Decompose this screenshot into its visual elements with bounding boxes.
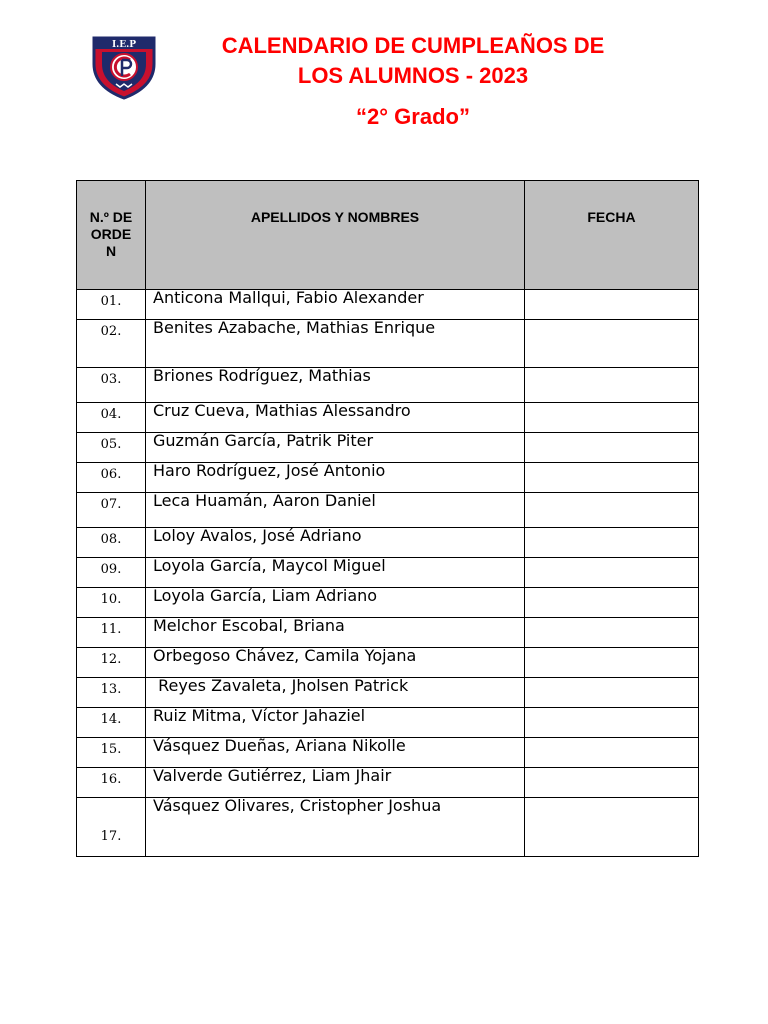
student-name: Vásquez Dueñas, Ariana Nikolle xyxy=(146,738,525,768)
row-number: 04. xyxy=(77,403,146,433)
table-row xyxy=(77,618,699,648)
student-name: Guzmán García, Patrik Piter xyxy=(146,433,525,463)
table-row xyxy=(77,558,699,588)
column-header-names: APELLIDOS Y NOMBRES xyxy=(146,181,525,290)
table-row xyxy=(77,708,699,738)
row-number: 01. xyxy=(77,290,146,320)
row-number: 10. xyxy=(77,588,146,618)
birthday-date xyxy=(525,463,699,493)
row-number: 14. xyxy=(77,708,146,738)
birthday-date xyxy=(525,290,699,320)
grade-subtitle: “2° Grado” xyxy=(356,104,470,129)
row-number: 02. xyxy=(77,320,146,368)
student-name: Reyes Zavaleta, Jholsen Patrick xyxy=(146,678,525,708)
student-name: Leca Huamán, Aaron Daniel xyxy=(146,493,525,528)
student-name: Loyola García, Maycol Miguel xyxy=(146,558,525,588)
student-name: Loyola García, Liam Adriano xyxy=(146,588,525,618)
table-row xyxy=(77,648,699,678)
row-number: 06. xyxy=(77,463,146,493)
birthday-date xyxy=(525,320,699,368)
title-line-1: CALENDARIO DE CUMPLEAÑOS DE xyxy=(221,33,605,58)
birthday-date xyxy=(525,588,699,618)
table-row xyxy=(77,463,699,493)
student-name: Loloy Avalos, José Adriano xyxy=(146,528,525,558)
birthday-date xyxy=(525,403,699,433)
table-row xyxy=(77,433,699,463)
birthday-date xyxy=(525,433,699,463)
student-name: Briones Rodríguez, Mathias xyxy=(146,368,525,403)
birthday-date xyxy=(525,493,699,528)
student-name: Anticona Mallqui, Fabio Alexander xyxy=(146,290,525,320)
row-number: 16. xyxy=(77,768,146,798)
birthday-date xyxy=(525,528,699,558)
row-number: 12. xyxy=(77,648,146,678)
student-name: Cruz Cueva, Mathias Alessandro xyxy=(146,403,525,433)
student-name: Vásquez Olivares, Cristopher Joshua xyxy=(146,798,525,857)
birthday-table xyxy=(76,180,699,857)
column-header-date: FECHA xyxy=(525,181,699,290)
birthday-date xyxy=(525,558,699,588)
birthday-date xyxy=(525,798,699,857)
row-number: 03. xyxy=(77,368,146,403)
school-crest-logo xyxy=(90,34,158,100)
row-number: 07. xyxy=(77,493,146,528)
birthday-date xyxy=(525,738,699,768)
table-row xyxy=(77,368,699,403)
student-name: Valverde Gutiérrez, Liam Jhair xyxy=(146,768,525,798)
row-number: 11. xyxy=(77,618,146,648)
document-title xyxy=(178,31,648,91)
row-number: 05. xyxy=(77,433,146,463)
table-row xyxy=(77,493,699,528)
birthday-date xyxy=(525,768,699,798)
birthday-date xyxy=(525,678,699,708)
row-number: 17. xyxy=(77,798,146,857)
svg-text:I.E.P: I.E.P xyxy=(111,40,137,50)
column-header-order: N.º DE ORDEN xyxy=(77,181,146,290)
student-name: Ruiz Mitma, Víctor Jahaziel xyxy=(146,708,525,738)
table-row xyxy=(77,768,699,798)
row-number: 08. xyxy=(77,528,146,558)
birthday-date xyxy=(525,708,699,738)
table-row xyxy=(77,290,699,320)
table-row xyxy=(77,798,699,857)
student-name: Haro Rodríguez, José Antonio xyxy=(146,463,525,493)
table-row xyxy=(77,588,699,618)
row-number: 13. xyxy=(77,678,146,708)
student-name: Orbegoso Chávez, Camila Yojana xyxy=(146,648,525,678)
table-row xyxy=(77,403,699,433)
birthday-date xyxy=(525,618,699,648)
row-number: 15. xyxy=(77,738,146,768)
table-row xyxy=(77,528,699,558)
table-row xyxy=(77,678,699,708)
student-name: Melchor Escobal, Briana xyxy=(146,618,525,648)
row-number: 09. xyxy=(77,558,146,588)
birthday-date xyxy=(525,368,699,403)
student-name: Benites Azabache, Mathias Enrique xyxy=(146,320,525,368)
title-line-2: LOS ALUMNOS - 2023 xyxy=(297,63,529,88)
table-header-row xyxy=(77,181,699,290)
table-row xyxy=(77,738,699,768)
table-row xyxy=(77,320,699,368)
birthday-date xyxy=(525,648,699,678)
